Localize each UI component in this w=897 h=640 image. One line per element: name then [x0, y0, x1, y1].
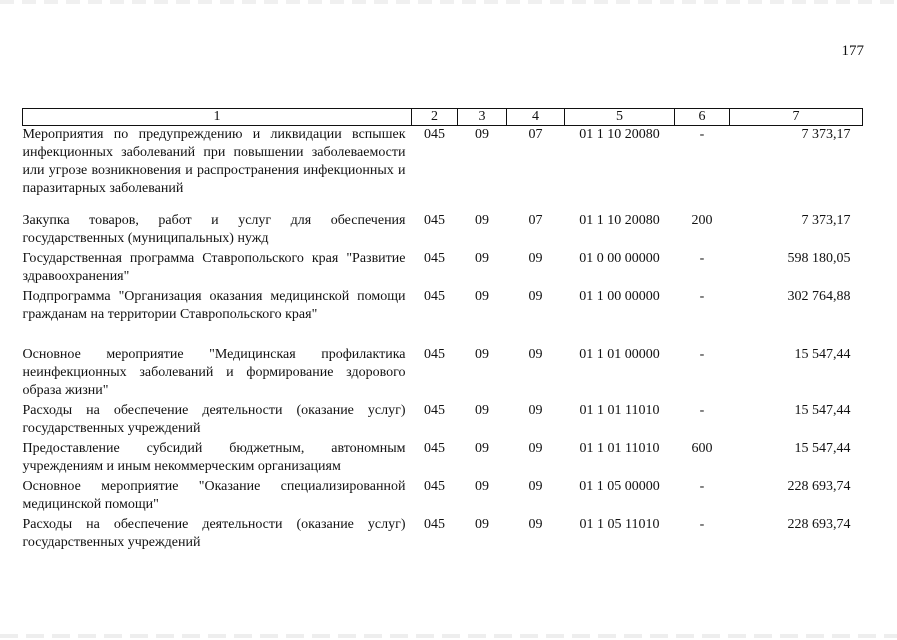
section-code: 09 [475, 289, 489, 304]
table-row [23, 402, 863, 440]
column-header: 6 [675, 109, 730, 126]
scan-edge-bottom [0, 634, 897, 638]
subsection-code: 09 [528, 441, 543, 456]
target-code: 01 1 01 00000 [579, 347, 660, 362]
target-code: 01 1 10 20080 [579, 127, 660, 142]
subsection-code: 09 [528, 403, 543, 418]
amount: 228 693,74 [787, 479, 851, 494]
expense-name: Мероприятия по предупреждению и ликвидации вспышек инфекционных заболеваний при повышении заболеваемости или угрозе возникновения и распространения инфекционных и паразитарных заболеваний [22, 127, 406, 196]
table-row [23, 212, 863, 250]
subsection-code: 09 [528, 289, 543, 304]
expense-type-code: - [699, 403, 705, 418]
amount: 228 693,74 [787, 517, 851, 532]
target-code: 01 0 00 00000 [579, 251, 660, 266]
table-row [23, 440, 863, 478]
subsection-code: 07 [528, 127, 543, 142]
section-code: 09 [475, 213, 489, 228]
subsection-code: 09 [528, 517, 543, 532]
expense-name: Закупка товаров, работ и услуг для обеспечения государственных (муниципальных) нужд [22, 213, 406, 246]
amount: 598 180,05 [787, 251, 851, 266]
scan-edge-top [0, 0, 897, 4]
table-row [23, 288, 863, 346]
column-header: 4 [507, 109, 565, 126]
ministry-code: 045 [424, 251, 445, 266]
section-code: 09 [475, 347, 489, 362]
table-row [23, 250, 863, 288]
section-code: 09 [475, 479, 489, 494]
column-header: 3 [458, 109, 507, 126]
ministry-code: 045 [424, 517, 445, 532]
table-row [23, 126, 863, 213]
target-code: 01 1 01 11010 [579, 441, 660, 456]
ministry-code: 045 [424, 213, 445, 228]
target-code: 01 1 00 00000 [579, 289, 660, 304]
column-header: 1 [23, 109, 412, 126]
subsection-code: 09 [528, 251, 543, 266]
table-row [23, 478, 863, 516]
column-header: 5 [565, 109, 675, 126]
column-header: 7 [730, 109, 863, 126]
section-code: 09 [475, 403, 489, 418]
subsection-code: 09 [528, 479, 543, 494]
table-row [23, 346, 863, 402]
section-code: 09 [475, 251, 489, 266]
expense-type-code: 600 [691, 441, 713, 456]
expense-name: Основное мероприятие "Медицинская профилактика неинфекционных заболеваний и формирование здорового образа жизни" [22, 347, 406, 398]
expense-name: Государственная программа Ставропольского края "Развитие здравоохранения" [22, 251, 406, 284]
target-code: 01 1 01 11010 [579, 403, 660, 418]
target-code: 01 1 10 20080 [579, 213, 660, 228]
expense-name: Расходы на обеспечение деятельности (оказание услуг) государственных учреждений [22, 403, 406, 436]
expense-type-code: - [699, 517, 705, 532]
expense-type-code: - [699, 289, 705, 304]
column-header: 2 [412, 109, 458, 126]
expense-type-code: - [699, 479, 705, 494]
budget-table [22, 108, 863, 554]
target-code: 01 1 05 11010 [579, 517, 660, 532]
ministry-code: 045 [424, 347, 445, 362]
amount: 7 373,17 [801, 127, 851, 142]
subsection-code: 09 [528, 347, 543, 362]
amount: 15 547,44 [794, 347, 851, 362]
expense-name: Подпрограмма "Организация оказания медицинской помощи гражданам на территории Ставропольского края" [22, 289, 406, 322]
table-row [23, 516, 863, 554]
page-number: 177 [841, 43, 864, 59]
ministry-code: 045 [424, 403, 445, 418]
expense-type-code: - [699, 347, 705, 362]
ministry-code: 045 [424, 441, 445, 456]
amount: 302 764,88 [787, 289, 851, 304]
ministry-code: 045 [424, 479, 445, 494]
expense-name: Расходы на обеспечение деятельности (оказание услуг) государственных учреждений [22, 517, 406, 550]
section-code: 09 [475, 441, 489, 456]
column-number-row [23, 109, 863, 126]
section-code: 09 [475, 517, 489, 532]
target-code: 01 1 05 00000 [579, 479, 660, 494]
ministry-code: 045 [424, 127, 445, 142]
expense-type-code: - [699, 251, 705, 266]
expense-name: Предоставление субсидий бюджетным, автономным учреждениям и иным некоммерческим организациям [22, 441, 406, 474]
amount: 7 373,17 [801, 213, 851, 228]
amount: 15 547,44 [794, 441, 851, 456]
subsection-code: 07 [528, 213, 543, 228]
ministry-code: 045 [424, 289, 445, 304]
amount: 15 547,44 [794, 403, 851, 418]
section-code: 09 [475, 127, 489, 142]
expense-type-code: 200 [691, 213, 713, 228]
expense-type-code: - [699, 127, 705, 142]
expense-name: Основное мероприятие "Оказание специализированной медицинской помощи" [22, 479, 406, 512]
